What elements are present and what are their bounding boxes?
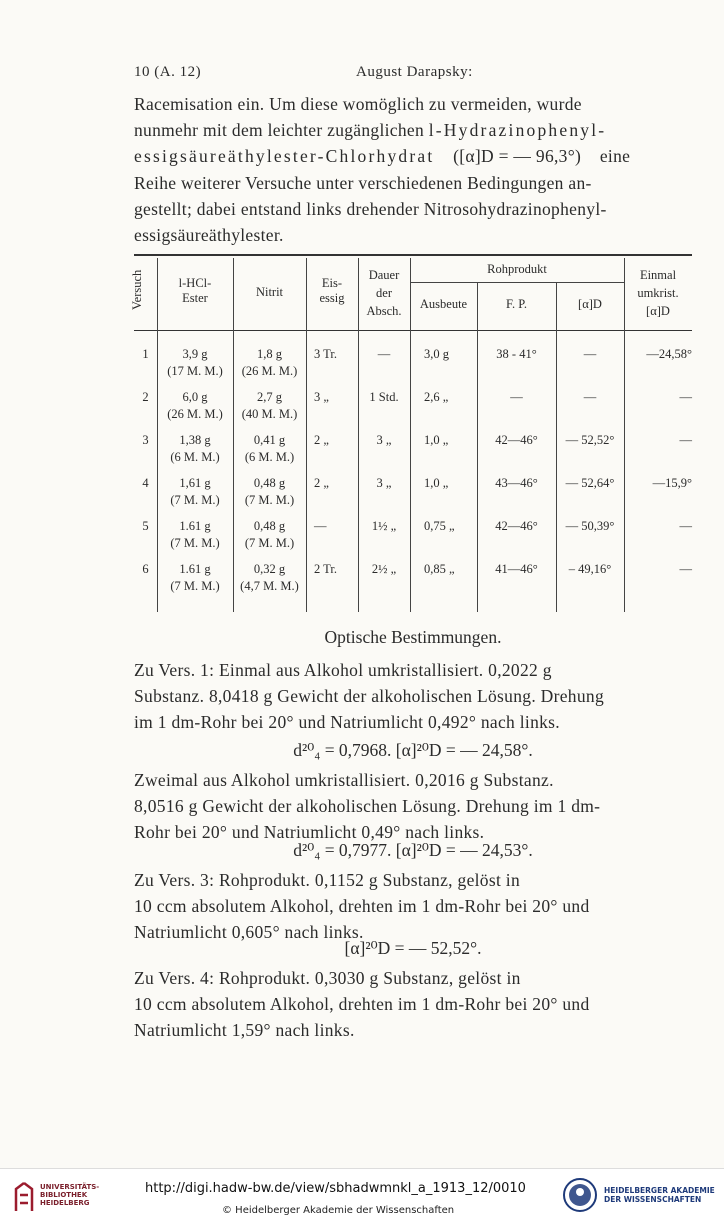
table-cell-eis: 2 „: [314, 476, 329, 490]
table-cell-v: 1: [142, 347, 149, 361]
header-versuch: Versuch: [130, 269, 144, 310]
formula-2: d²⁰₄ = 0,7977. [α]²⁰D = — 24,53°.: [293, 840, 533, 860]
table-cell-eis: —: [314, 519, 327, 533]
academy-name: HEIDELBERGER AKADEMIE DER WISSENSCHAFTEN: [604, 1186, 715, 1204]
formula-3: [α]²⁰D = — 52,52°.: [344, 938, 482, 958]
header-rohprodukt: Rohprodukt: [487, 262, 547, 276]
table-cell-ester: 3,9 g: [182, 347, 208, 361]
table-cell-ausbeute: 3,0 g: [424, 347, 449, 361]
table-cell-fp: 38 - 41°: [496, 347, 537, 361]
intro-paragraph: [134, 91, 692, 248]
header-fp: F. P.: [506, 297, 527, 311]
table-cell-fp: 42—46°: [495, 519, 538, 533]
table-cell-ester2: (17 M. M.): [167, 364, 223, 378]
table-cell-ausbeute: 2,6 „: [424, 390, 449, 404]
table-cell-alpha: – 49,16°: [568, 562, 612, 576]
footer-bar: [0, 1168, 724, 1225]
table-cell-nitrit: 0,41 g: [253, 433, 286, 447]
header-einmal: Einmal umkrist. [α]D: [637, 268, 679, 318]
header-eisessig: Eis- essig: [319, 276, 345, 305]
table-cell-ester: 1,61 g: [179, 476, 211, 490]
table-cell-ester: 1.61 g: [179, 562, 211, 576]
header-dauer: Dauer der Absch.: [366, 268, 402, 318]
table-cell-einmal: —24,58°: [646, 347, 692, 361]
table-cell-nitrit2: (6 M. M.): [244, 450, 295, 464]
column-divider: [306, 258, 307, 612]
table-cell-nitrit: 0,32 g: [253, 562, 286, 576]
table-cell-v: 2: [142, 390, 149, 404]
table-cell-alpha: — 52,64°: [565, 476, 615, 490]
table-cell-nitrit2: (7 M. M.): [244, 536, 295, 550]
table-cell-einmal: —: [679, 433, 692, 447]
table-cell-eis: 2 Tr.: [314, 562, 337, 576]
rohprodukt-rule: [410, 282, 624, 283]
paragraph-vers-4: Zu Vers. 4: Rohprodukt. 0,3030 g Substanz, gelöst in 10 ccm absolutem Alkohol, drehten im 1 dm-Rohr bei 20° und Natriumlicht 1,59° nach links.: [134, 968, 590, 1041]
table-cell-v: 3: [142, 433, 149, 447]
table-cell-fp: 42—46°: [495, 433, 538, 447]
table-cell-dauer: —: [377, 347, 391, 361]
table-cell-nitrit2: (40 M. M.): [241, 407, 298, 421]
header-nitrit: Nitrit: [255, 285, 284, 299]
table-cell-einmal: —: [679, 519, 692, 533]
paragraph-vers-1: Zu Vers. 1: Einmal aus Alkohol umkristallisiert. 0,2022 g Substanz. 8,0418 g Gewicht der alkoholischen Lösung. Drehung im 1 dm-Rohr bei 20° und Natriumlicht 0,492° nach links.: [134, 660, 604, 733]
table-cell-ester: 6,0 g: [182, 390, 208, 404]
table-cell-eis: 3 Tr.: [314, 347, 337, 361]
section-title: Optische Bestimmungen.: [324, 627, 502, 647]
table-cell-ausbeute: 0,75 „: [424, 519, 455, 533]
table-cell-ausbeute: 1,0 „: [424, 433, 449, 447]
page-number: 10 (A. 12): [134, 64, 202, 80]
intro-line: Reihe weiterer Versuche unter verschiedenen Bedingungen an-: [134, 172, 592, 193]
table-cell-ester2: (6 M. M.): [170, 450, 220, 464]
table-cell-eis: 3 „: [314, 390, 329, 404]
table-cell-nitrit2: (7 M. M.): [244, 493, 295, 507]
table-cell-ester2: (7 M. M.): [170, 579, 220, 593]
table-cell-nitrit: 0,48 g: [253, 519, 286, 533]
table-cell-nitrit: 1,8 g: [257, 347, 282, 361]
table-cell-alpha: — 52,52°: [565, 433, 615, 447]
table-top-rule: [134, 254, 692, 256]
table-cell-ausbeute: 1,0 „: [424, 476, 449, 490]
intro-line: nunmehr mit dem leichter zugänglichen l-Hydrazinophenyl-: [134, 120, 607, 141]
table-cell-dauer: 3 „: [376, 433, 392, 447]
table-cell-dauer: 3 „: [376, 476, 392, 490]
intro-line: essigsäureäthylester.: [134, 225, 284, 246]
paragraph-vers-3: Zu Vers. 3: Rohprodukt. 0,1152 g Substanz, gelöst in 10 ccm absolutem Alkohol, drehten im 1 dm-Rohr bei 20° und Natriumlicht 0,605° nach links.: [134, 870, 590, 943]
copyright-notice: © Heidelberger Akademie der Wissenschaften: [222, 1205, 455, 1216]
table-cell-ausbeute: 0,85 „: [424, 562, 455, 576]
table-cell-dauer: 1 Std.: [369, 390, 399, 404]
table-cell-alpha: — 50,39°: [565, 519, 615, 533]
paragraph-zweimal: Zweimal aus Alkohol umkristallisiert. 0,2016 g Substanz. 8,0516 g Gewicht der alkoholischen Lösung. Drehung im 1 dm- Rohr bei 20° und Natriumlicht 0,49° nach links.: [134, 770, 601, 843]
table-cell-ester2: (7 M. M.): [170, 493, 220, 507]
table-cell-nitrit2: (26 M. M.): [241, 364, 298, 378]
formula-1: d²⁰₄ = 0,7968. [α]²⁰D = — 24,58°.: [293, 740, 533, 760]
table-cell-eis: 2 „: [314, 433, 329, 447]
running-author: August Darapsky:: [356, 64, 473, 80]
table-cell-v: 4: [142, 476, 149, 490]
table-cell-fp: 43—46°: [495, 476, 538, 490]
table-cell-fp: —: [510, 390, 523, 404]
intro-line: Racemisation ein. Um diese womöglich zu vermeiden, wurde: [134, 94, 582, 114]
academy-seal-icon: [562, 1177, 598, 1213]
table-cell-nitrit: 2,7 g: [257, 390, 282, 404]
table-cell-einmal: —: [679, 390, 692, 404]
table-cell-ester: 1.61 g: [179, 519, 211, 533]
library-logo-icon: [12, 1181, 36, 1213]
table-cell-einmal: —15,9°: [652, 476, 692, 490]
table-cell-nitrit2: (4,7 M. M.): [240, 579, 299, 593]
table-cell-v: 6: [142, 562, 149, 576]
table-cell-ester2: (7 M. M.): [170, 536, 220, 550]
table-cell-ester: 1,38 g: [179, 433, 211, 447]
header-ausbeute: Ausbeute: [419, 297, 468, 311]
table-cell-v: 5: [142, 519, 149, 533]
intro-line: gestellt; dabei entstand links drehender Nitrosohydrazinophenyl-: [134, 198, 607, 219]
table-cell-fp: 41—46°: [495, 562, 538, 576]
source-url-link[interactable]: http://digi.hadw-bw.de/view/sbhadwmnkl_a_1913_12/0010: [145, 1181, 526, 1196]
table-cell-alpha: —: [583, 347, 597, 361]
table-header-rule: [134, 330, 692, 331]
table-cell-einmal: —: [679, 562, 692, 576]
library-name: UNIVERSITÄTS- BIBLIOTHEK HEIDELBERG: [40, 1183, 100, 1207]
table-cell-alpha: —: [583, 390, 597, 404]
running-header: [134, 64, 692, 86]
table-cell-nitrit: 0,48 g: [253, 476, 286, 490]
header-alpha: [α]D: [578, 297, 602, 311]
table-cell-dauer: 2½ „: [371, 562, 397, 576]
table-cell-ester2: (26 M. M.): [167, 407, 223, 421]
header-ester: l-HCl- Ester: [178, 276, 212, 305]
intro-line: essigsäureäthylester-Chlorhydrat ([α]D = — 96,3°) eine: [134, 146, 631, 167]
table-cell-dauer: 1½ „: [371, 519, 397, 533]
